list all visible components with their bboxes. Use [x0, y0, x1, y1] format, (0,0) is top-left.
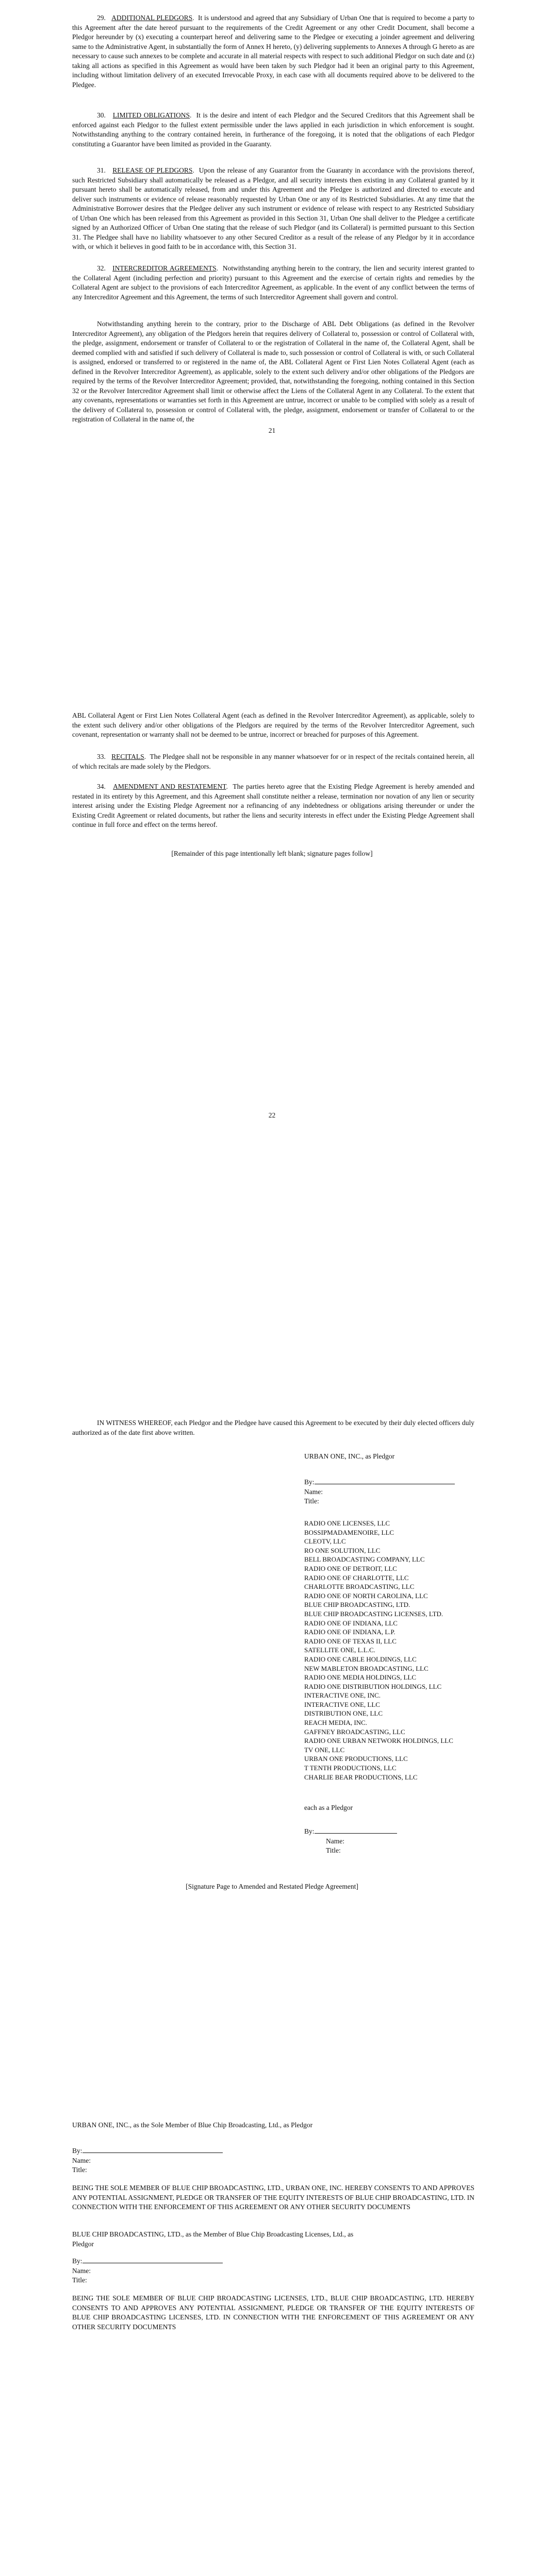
section-heading: LIMITED OBLIGATIONS	[112, 111, 190, 119]
signature-page-pledgors	[0, 1406, 544, 2112]
list-item: RADIO ONE LICENSES, LLC	[304, 1519, 390, 1527]
list-item: RADIO ONE OF DETROIT, LLC	[304, 1564, 397, 1572]
list-item: RO ONE SOLUTION, LLC	[304, 1546, 381, 1554]
list-item: SATELLITE ONE, L.L.C.	[304, 1646, 375, 1654]
remainder-note: [Remainder of this page intentionally left blank; signature pages follow]	[171, 850, 373, 857]
page-21	[0, 0, 544, 701]
list-item: BOSSIPMADAMENOIRE, LLC	[304, 1528, 394, 1536]
signature-page-footer: [Signature Page to Amended and Restated Pledge Agreement]	[186, 1883, 358, 1890]
signature-block	[72, 2146, 223, 2175]
list-item: GAFFNEY BROADCASTING, LLC	[304, 1727, 405, 1736]
signature-title-line: Title:	[72, 2166, 87, 2174]
section-29: 29. ADDITIONAL PLEDGORS. It is understood and agreed that any Subsidiary of Urban One that is required to become a party to this Agreement after the date hereof pursuant to the requirements of the Credit Agreement or any other Credit Document, shall become a Pledgor hereunder by (x) executing a counterpart hereof and delivering same to the Pledgee or executing a joinder agreement and delivering same to the Administrative Agent, in substantially the form of Annex H hereto, (y) delivering supplements to Annexes A through G hereto as are necessary to cause such annexes to be complete and accurate in all material respects with respect to such additional Pledgor on such date and (z) taking all actions as specified in this Agreement as would have been taken by such Pledgor had it been an original party to this Agreement, including without limitation delivery of an executed Irrevocable Proxy, in each case with all documents required above to be delivered to the Pledgee.	[72, 14, 475, 89]
section-heading: RELEASE OF PLEDGORS	[112, 166, 193, 174]
section-heading: INTERCREDITOR AGREEMENTS	[112, 264, 217, 272]
section-32-continued: Notwithstanding anything herein to the contrary, prior to the Discharge of ABL Debt Obligations (as defined in the Revolver Intercreditor Agreement), any obligation of the Pledgors herein that requires delivery of Collateral to, possession or control of Collateral with, the pledge, assignment, endorsement or transfer of Collateral to or the registration of Collateral in the name of, the Collateral Agent, shall be deemed complied with and satisfied if such delivery of Collateral is made to, such possession or control of Collateral is with, or such Collateral is assigned, endorsed or transferred to or registered in the name of, the ABL Collateral Agent or First Lien Notes Collateral Agent (each as defined in the Revolver Intercreditor Agreement), as applicable, solely to the extent such delivery and/or other obligations of the Pledgors are required by the terms of the Revolver Intercreditor Agreement; provided, that, notwithstanding the foregoing, nothing contained in this Section 32 or the Revolver Intercreditor Agreement shall limit or otherwise affect the Liens of the Collateral Agent in any Collateral. To the extent that any covenants, representations or warranties set forth in this Agreement are untrue, incorrect or unable to be complied with solely as a result of the delivery of Collateral to, possession or control of Collateral with, the pledge, assignment, endorsement or transfer of Collateral to or the registration of Collateral in the name of, the	[72, 320, 474, 423]
section-heading: ADDITIONAL PLEDGORS	[111, 14, 193, 22]
signature-name-line: Name:	[72, 2266, 91, 2275]
list-item: URBAN ONE PRODUCTIONS, LLC	[304, 1755, 408, 1763]
section-33: 33. RECITALS. The Pledgee shall not be responsible in any manner whatsoever for or in respect of the recitals contained herein, all of which recitals are made solely by the Pledgors.	[72, 753, 475, 770]
list-item: DISTRIBUTION ONE, LLC	[304, 1709, 383, 1718]
list-item: INTERACTIVE ONE, INC.	[304, 1691, 381, 1700]
list-item: CHARLIE BEAR PRODUCTIONS, LLC	[304, 1773, 418, 1781]
list-item: NEW MABLETON BROADCASTING, LLC	[304, 1664, 428, 1672]
signature-block	[304, 1478, 455, 1506]
member-heading-2: BLUE CHIP BROADCASTING, LTD., as the Member of Blue Chip Broadcasting Licenses, Ltd., as Pledgor	[72, 2230, 354, 2248]
section-30: 30. LIMITED OBLIGATIONS. It is the desire and intent of each Pledgor and the Secured Creditors that this Agreement shall be enforced against each Pledgor to the fullest extent permissible under the laws applied in each jurisdiction in which enforcement is sought. Notwithstanding anything to the contrary contained herein, in furtherance of the foregoing, it is noted that the obligations of each Pledgor constituting a Guarantor have been limited as provided in the Guaranty.	[72, 111, 475, 148]
list-item: BELL BROADCASTING COMPANY, LLC	[304, 1555, 425, 1564]
list-item: BLUE CHIP BROADCASTING, LTD.	[304, 1601, 410, 1609]
list-item: BLUE CHIP BROADCASTING LICENSES, LTD.	[304, 1609, 443, 1618]
list-item: REACH MEDIA, INC.	[304, 1719, 368, 1727]
page-number: 21	[268, 427, 276, 434]
page-22	[0, 701, 544, 1406]
list-item: RADIO ONE OF INDIANA, LLC	[304, 1619, 398, 1627]
section-32: 32. INTERCREDITOR AGREEMENTS. Notwithstanding anything herein to the contrary, the lien and security interest granted to the Collateral Agent (including perfection and priority) pursuant to this Agreement and the exercise of certain rights and remedies by the Collateral Agent are subject to the provisions of each Intercreditor Agreement, as applicable. In the event of any conflict between the terms of any Intercreditor Agreement and this Agreement, the terms of such Intercreditor Agreement shall govern and control.	[72, 264, 475, 301]
witness-clause: IN WITNESS WHEREOF, each Pledgor and the Pledgee have caused this Agreement to be executed by their duly elected officers duly authorized as of the date first above written.	[72, 1419, 474, 1436]
list-item: RADIO ONE URBAN NETWORK HOLDINGS, LLC	[304, 1737, 453, 1745]
signature-page-members	[0, 2112, 544, 2576]
list-item: RADIO ONE OF INDIANA, L.P.	[304, 1628, 395, 1636]
signature-title-line: Title:	[304, 1497, 319, 1505]
list-item: RADIO ONE CABLE HOLDINGS, LLC	[304, 1655, 417, 1663]
list-item: RADIO ONE OF TEXAS II, LLC	[304, 1637, 397, 1645]
signature-by-line: By:	[304, 1827, 397, 1837]
signature-block	[72, 2257, 223, 2285]
signature-by-line: By:	[72, 2146, 223, 2156]
signature-name-line: Name:	[304, 1487, 323, 1496]
signature-name-line: Name:	[326, 1837, 344, 1845]
signature-title-line: Title:	[72, 2276, 87, 2284]
list-item: T TENTH PRODUCTIONS, LLC	[304, 1764, 397, 1772]
list-item: RADIO ONE OF CHARLOTTE, LLC	[304, 1573, 409, 1582]
section-34: 34. AMENDMENT AND RESTATEMENT. The parties hereto agree that the Existing Pledge Agreement is hereby amended and restated in its entirety by this Agreement, and this Agreement shall constitute neither a release, termination nor novation of any lien or security interest arising under the Existing Pledge Agreement nor a refinancing of any indebtedness or obligations arising thereunder or under the Existing Credit Agreement or related documents, but rather the liens and security interests in effect under the Existing Pledge Agreement shall continue in full force and effect on the terms hereof.	[72, 783, 474, 828]
consent-statement-2: BEING THE SOLE MEMBER OF BLUE CHIP BROADCASTING LICENSES, LTD., BLUE CHIP BROADCASTING, LTD. HEREBY CONSENTS TO AND APPROVES ANY POTENTIAL ASSIGNMENT, PLEDGE OR TRANSFER OF THE EQUITY INTERESTS OF BLUE CHIP BROADCASTING LICENSES, LTD. IN CONNECTION WITH THE ENFORCEMENT OF THIS AGREEMENT OR ANY OTHER SECURITY DOCUMENTS	[72, 2294, 474, 2331]
consent-statement-1: BEING THE SOLE MEMBER OF BLUE CHIP BROADCASTING, LTD., URBAN ONE, INC. HEREBY CONSENTS TO AND APPROVES ANY POTENTIAL ASSIGNMENT, PLEDGE OR TRANSFER OF THE EQUITY INTERESTS OF BLUE CHIP BROADCASTING, LTD. IN CONNECTION WITH THE ENFORCEMENT OF THIS AGREEMENT OR ANY OTHER SECURITY DOCUMENTS	[72, 2184, 474, 2211]
pledgor-entity-list	[304, 1519, 453, 1782]
list-item: TV ONE, LLC	[304, 1745, 345, 1754]
each-as-pledgor: each as a Pledgor	[304, 1804, 353, 1811]
list-item: RADIO ONE DISTRIBUTION HOLDINGS, LLC	[304, 1682, 442, 1690]
list-item: RADIO ONE OF NORTH CAROLINA, LLC	[304, 1591, 428, 1600]
pledgor-heading: URBAN ONE, INC., as Pledgor	[304, 1452, 395, 1460]
section-32-end: ABL Collateral Agent or First Lien Notes Collateral Agent (each as defined in the Revolver Intercreditor Agreement), as applicable, solely to the extent such delivery and/or other obligations of the Pledgors are required by the terms of the Revolver Intercreditor Agreement, such covenant, representation or warranty shall not be deemed to be untrue, incorrect or breached for purposes of this Agreement.	[72, 711, 474, 738]
list-item: CLEOTV, LLC	[304, 1537, 346, 1546]
section-31: 31. RELEASE OF PLEDGORS. Upon the release of any Guarantor from the Guaranty in accordance with the provisions thereof, such Restricted Subsidiary shall automatically be released as a Pledgor, and all security interests then existing in any Collateral granted by it pursuant hereto shall be automatically released, from and under this Agreement and the Pledgee is authorized and directed to execute and deliver such instruments or evidence of release reasonably requested by Urban One or any of its Restricted Subsidiaries. At any time that the Administrative Borrower desires that the Pledgee deliver any such instrument or evidence of release with respect to any Restricted Subsidiary of Urban One which has been released from this Agreement as provided in this Section 31, Urban One shall deliver to the Pledgee a certificate signed by an Authorized Officer of Urban One stating that the release of such Pledgor (and its Collateral) is permitted pursuant to this Section 31. The Pledgee shall have no liability whatsoever to any other Secured Creditor as a result of the release of any Pledgor by it in accordance with, or which it believes in good faith to be in accordance with, this Section 31.	[72, 166, 475, 250]
member-heading-1: URBAN ONE, INC., as the Sole Member of Blue Chip Broadcasting, Ltd., as Pledgor	[72, 2121, 313, 2129]
signature-by-line: By:	[304, 1478, 455, 1487]
list-item: INTERACTIVE ONE, LLC	[304, 1700, 380, 1708]
signature-title-line: Title:	[326, 1846, 341, 1854]
signature-name-line: Name:	[72, 2156, 91, 2164]
signature-block	[304, 1827, 397, 1856]
list-item: CHARLOTTE BROADCASTING, LLC	[304, 1583, 415, 1591]
page-number: 22	[268, 1111, 276, 1119]
section-heading: AMENDMENT AND RESTATEMENT	[113, 783, 226, 790]
section-heading: RECITALS	[111, 753, 144, 760]
list-item: RADIO ONE MEDIA HOLDINGS, LLC	[304, 1673, 417, 1682]
signature-by-line: By:	[72, 2257, 223, 2266]
